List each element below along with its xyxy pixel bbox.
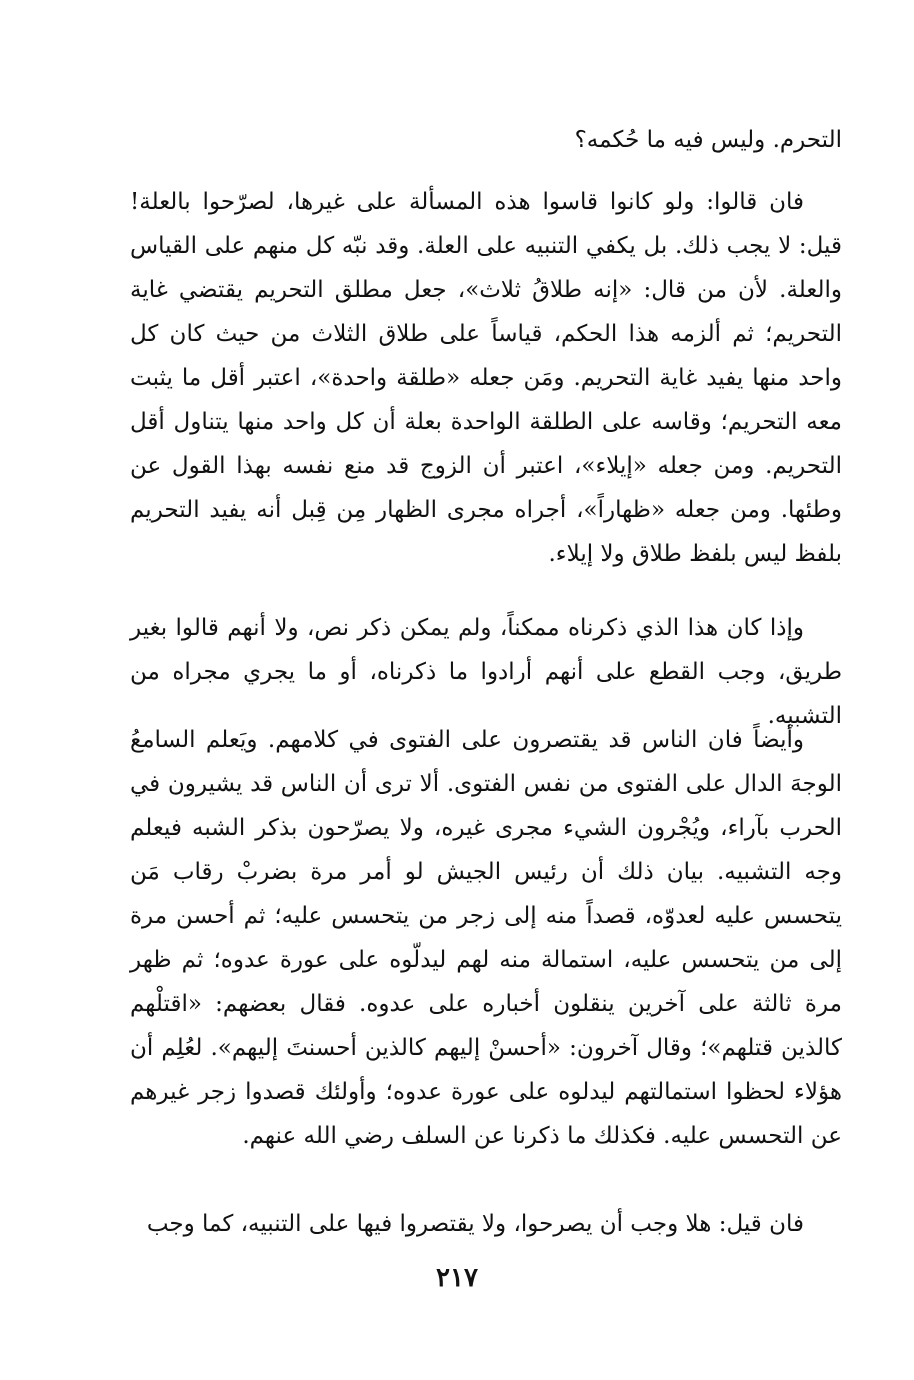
- paragraph-army-example: وأيضاً فان الناس قد يقتصرون على الفتوى في كلامهم. ويَعلم السامعُ الوجهَ الدال على الفتوى من نفس الفتوى. ألا ترى أن الناس قد يشيرون في الحرب بآراء، ويُجْرون الشيء مجرى غيره، ولا يصرّحون بذكر الشبه فيعلم وجه التشبيه. بيان ذلك أن رئيس الجيش لو أمر مرة بضربْ رقاب مَن يتحسس عليه لعدوّه، قصداً منه إلى زجر من يتحسس عليه؛ ثم أحسن مرة إلى من يتحسس عليه، استمالة منه لهم ليدلّوه على عورة عدوه؛ ثم ظهر مرة ثالثة على آخرين ينقلون أخباره على عدوه. فقال بعضهم: «اقتلْهم كالذين قتلهم»؛ وقال آخرون: «أحسنْ إليهم كالذين أحسنتَ إليهم». لعُلِم أن هؤلاء لحظوا استمالتهم ليدلوه على عورة عدوه؛ وأولئك قصدوا زجر غيرهم عن التحسس عليه. فكذلك ما ذكرنا عن السلف رضي الله عنهم.: [130, 727, 842, 1149]
- paragraph-conclusion: وإذا كان هذا الذي ذكرناه ممكناً، ولم يمكن ذكر نص، ولا أنهم قالوا بغير طريق، وجب القطع على أنهم أرادوا ما ذكرناه، أو ما يجري مجراه من التشبيه.: [130, 615, 842, 729]
- paragraph-continuation: التحرم. وليس فيه ما حُكمه؟: [574, 127, 842, 153]
- page-number: ٢١٧: [436, 1263, 478, 1293]
- paragraph-final-objection: فان قيل: هلا وجب أن يصرحوا، ولا يقتصروا فيها على التنبيه، كما وجب: [146, 1211, 804, 1237]
- paragraph-objection-reply: فان قالوا: ولو كانوا قاسوا هذه المسألة على غيرها، لصرّحوا بالعلة! قيل: لا يجب ذلك. بل يكفي التنبيه على العلة. وقد نبّه كل منهم على القياس والعلة. لأن من قال: «إنه طلاقُ ثلاث»، جعل مطلق التحريم يقتضي غاية التحريم؛ ثم ألزمه هذا الحكم، قياساً على طلاق الثلاث من حيث كان كل واحد منها يفيد غاية التحريم. ومَن جعله «طلقة واحدة»، اعتبر أقل ما يثبت معه التحريم؛ وقاسه على الطلقة الواحدة بعلة أن كل واحد منها يتناول أقل التحريم. ومن جعله «إيلاء»، اعتبر أن الزوج قد منع نفسه بهذا القول عن وطئها. ومن جعله «ظهاراً»، أجراه مجرى الظهار مِن قِبل أنه يفيد التحريم بلفظ ليس بلفظ طلاق ولا إيلاء.: [130, 189, 842, 567]
